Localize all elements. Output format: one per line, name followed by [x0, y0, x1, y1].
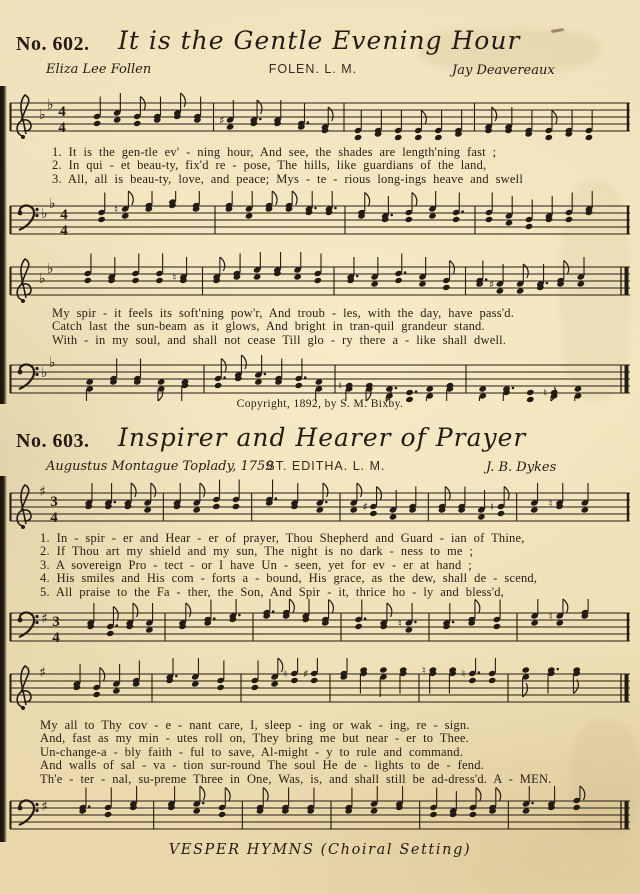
- key-signature: [39, 665, 46, 681]
- bass-staff: [9, 189, 631, 245]
- lyric-line: Un-change-a - bly faith - ful to save, Al-might - y to rule and command.: [40, 744, 464, 759]
- key-signature: [41, 196, 56, 222]
- hymn-title: Inspirer and Hearer of Prayer: [118, 423, 527, 452]
- key-signature: [41, 355, 56, 381]
- bass-clef-icon: [18, 365, 39, 389]
- lyric-line: 4. His smiles and His com - forts a - bound, His grace, as the dew, shall de - scend,: [40, 571, 538, 586]
- svg-text:♯: ♯: [303, 667, 309, 681]
- svg-text:4: 4: [50, 510, 58, 526]
- svg-text:4: 4: [52, 630, 60, 646]
- lyric-line: And walls of sal - va - tion sur-round The soul He de - lights to de - fend.: [40, 758, 484, 773]
- lyric-line: 1. In - spir - er and Hear - er of prayer, Thou Shepherd and Guard - ian of Thine,: [40, 531, 525, 545]
- lyric-line: 3. A sovereign Pro - tect - or I have Un - seen, yet for ev - er at hand ;: [40, 557, 472, 572]
- hymn-number: No. 602.: [16, 33, 90, 55]
- time-signature: [52, 614, 60, 646]
- treble-staff: [9, 656, 631, 716]
- composer-credit: J. B. Dykes: [486, 460, 557, 475]
- svg-text:♯: ♯: [362, 500, 368, 514]
- lyric-line: 3. All, all is beau-ty, love, and peace; Mys - te - rious long-ings heave and swell: [52, 171, 523, 186]
- bass-staff: [9, 597, 631, 651]
- svg-text:♮: ♮: [548, 610, 553, 623]
- svg-text:4: 4: [60, 223, 68, 239]
- tune-name: ST. EDITHA. L. M.: [266, 459, 386, 473]
- svg-text:♭: ♭: [39, 271, 46, 287]
- lyric-line: 2. If Thou art my shield and my sun, The night is no dark - ness to me ;: [40, 544, 474, 559]
- author-credit: Eliza Lee Follen: [46, 62, 152, 77]
- svg-text:♮: ♮: [172, 271, 177, 284]
- treble-staff: [9, 86, 631, 144]
- author-credit: Augustus Montague Toplady, 1759: [46, 459, 274, 474]
- svg-text:♮: ♮: [397, 617, 402, 630]
- binding-shadow: [0, 86, 7, 404]
- key-signature: [39, 261, 54, 287]
- binding-shadow: [0, 476, 7, 842]
- tune-name: FOLEN. L. M.: [268, 62, 358, 76]
- svg-text:♮: ♮: [543, 386, 548, 400]
- svg-text:♯: ♯: [41, 611, 48, 627]
- composer-credit: Jay Deavereaux: [452, 63, 555, 78]
- page-footer: VESPER HYMNS (Choiral Setting): [168, 842, 472, 858]
- svg-text:♯: ♯: [219, 114, 225, 127]
- lyric-line: 1. It is the gen-tle ev' - ning hour, And see, the shades are length'ning fast ;: [52, 145, 497, 159]
- svg-text:♭: ♭: [41, 365, 48, 381]
- svg-text:♮: ♮: [338, 379, 343, 393]
- lyric-line: Catch last the sun-beam as it glows, And bright in tran-quil grandeur stand.: [52, 319, 485, 334]
- bass-clef-icon: [18, 801, 39, 825]
- svg-text:3: 3: [50, 494, 58, 510]
- key-signature: [39, 484, 46, 500]
- svg-text:♯: ♯: [39, 665, 46, 681]
- svg-text:♮: ♮: [489, 500, 494, 514]
- treble-staff: [9, 250, 631, 308]
- lyrics-block: [52, 146, 523, 186]
- hymn-title: It is the Gentle Evening Hour: [118, 26, 521, 55]
- hymn-number: No. 603.: [16, 430, 90, 452]
- lyric-line: And, fast as my min - utes roll on, They bring me but near - er to Thee.: [40, 731, 469, 746]
- lyric-line: 5. All praise to the Fa - ther, the Son, And Spir - it, thrice ho - ly and bless'd,: [40, 584, 504, 599]
- lyrics-block: [40, 532, 537, 599]
- bass-clef-icon: [18, 613, 39, 637]
- svg-text:♮: ♮: [421, 664, 426, 677]
- time-signature: [50, 494, 58, 526]
- svg-text:♯: ♯: [41, 799, 48, 815]
- lyric-line: My spir - it feels its soft'ning pow'r, And troub - les, with the day, have pass'd.: [52, 306, 515, 320]
- time-signature: [60, 207, 68, 239]
- scan-mark: [551, 28, 564, 33]
- bass-clef-icon: [18, 206, 39, 230]
- svg-text:♮: ♮: [114, 203, 119, 216]
- key-signature: [41, 799, 48, 815]
- lyric-line: Th'e - ter - nal, su-preme Three in One, Was, is, and shall still be ad-dress'd. A - MEN.: [40, 771, 552, 786]
- svg-text:♮: ♮: [461, 667, 466, 681]
- lyrics-block: [40, 719, 552, 786]
- svg-text:3: 3: [52, 614, 60, 630]
- lyric-line: With - in my soul, and shall not cease Till glo - ry there a - like shall dwell.: [52, 332, 507, 347]
- svg-text:♭: ♭: [49, 355, 56, 371]
- lyric-line: My all to Thy cov - e - nant care, I, sleep - ing or wak - ing, re - sign.: [40, 718, 470, 732]
- lyrics-block: [52, 307, 514, 347]
- svg-text:♭: ♭: [49, 196, 56, 212]
- svg-text:♭: ♭: [47, 97, 54, 113]
- svg-text:♮: ♮: [283, 667, 288, 681]
- svg-text:♯: ♯: [488, 278, 495, 291]
- copyright-line: Copyright, 1892, by S. M. Bixby.: [236, 398, 404, 410]
- key-signature: [39, 97, 54, 123]
- time-signature: [58, 104, 66, 136]
- treble-staff: [9, 476, 631, 534]
- bass-staff: [9, 349, 631, 403]
- svg-text:4: 4: [60, 207, 68, 223]
- lyric-line: 2. In qui - et beau-ty, fix'd re - pose, The hills, like guardians of the land,: [52, 158, 487, 173]
- svg-text:♮: ♮: [548, 497, 553, 510]
- svg-text:♭: ♭: [47, 261, 54, 277]
- svg-text:4: 4: [58, 120, 66, 136]
- svg-text:4: 4: [58, 104, 66, 120]
- svg-text:♭: ♭: [39, 107, 46, 123]
- svg-text:♯: ♯: [39, 484, 46, 500]
- bass-staff: [9, 784, 631, 840]
- key-signature: [41, 611, 48, 627]
- svg-text:♭: ♭: [41, 206, 48, 222]
